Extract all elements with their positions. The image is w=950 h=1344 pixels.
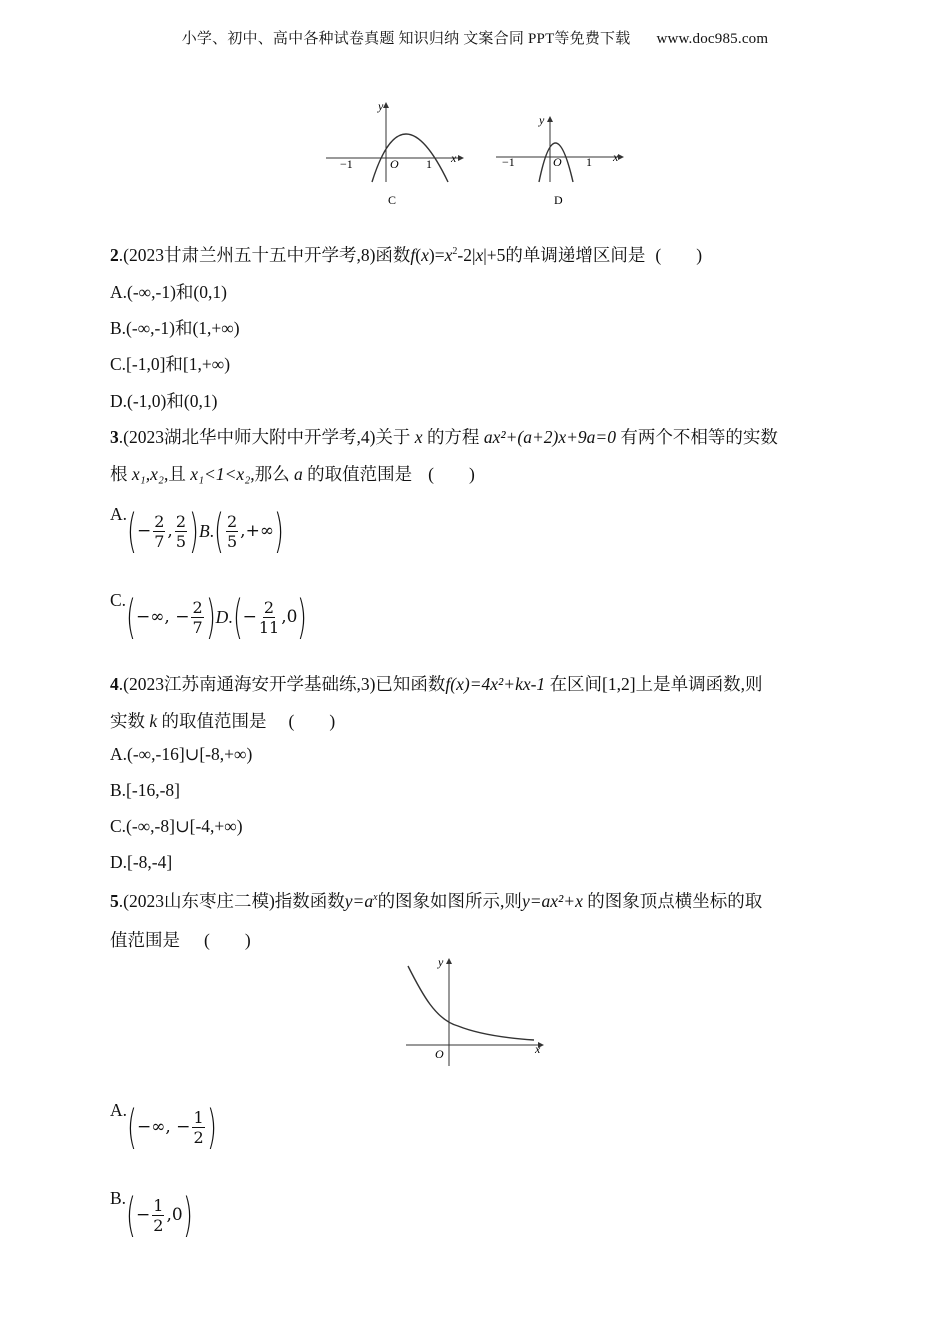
q3-l2b: ,且 [163,464,186,484]
q3-option-d: ( − $\frac{2}{11}$ , 0 ) [232,590,308,644]
q3-option-c: ( −∞ , − $\frac{2}{7}$ ) [126,590,216,644]
q3-x: x [414,427,423,447]
q4-function: f(x)=4x²+kx-1 [445,674,546,694]
q5-b-n: 1 [153,1195,164,1215]
q5-number: 5 [110,891,119,911]
q2-tail: |+5的单调递增区间是 [483,245,646,265]
q5-fig-origin: O [435,1047,444,1061]
q2-number: 2 [110,245,119,265]
q2-option-d: D.(-1,0)和(0,1) [110,391,218,411]
q3-cond: x₁<1<x₂ [190,464,251,484]
q3-option-d-label: D [215,606,229,627]
figure-c [326,99,464,207]
fig-c-ylabel: y [378,99,384,113]
q3-c-n1: 2 [192,597,203,617]
q3-option-b: ( $\frac{2}{5}$ , +∞ ) [214,504,284,558]
q3-a-n1: 2 [154,511,165,531]
q4-stem-line2 [110,708,335,733]
q5-figure [398,952,550,1070]
q3-text1: .(2023湖北华中师大附中开学考,4)关于 [118,427,411,447]
fig-c-xlabel: x [451,151,457,165]
q2-eq: )= [428,245,445,265]
q4-number: 4 [110,674,119,694]
q5-text2: 的图象如图所示,则 [377,891,522,911]
q3-roots: x₁,x₂ [131,464,164,484]
q4-answer-paren: ( ) [288,711,336,731]
q2-option-c: C.[-1,0]和[1,+∞) [110,354,231,374]
q2-x2: x [444,245,453,265]
q2-mid: -2| [457,245,476,265]
q3-l2a: 根 [110,464,128,484]
q4-l2a: 实数 [110,711,145,731]
q5-option-a-label: A. [110,1100,128,1120]
q3-text2: 的方程 [426,427,480,447]
q5-option-a-row [110,1100,217,1154]
fig-d-pos1: 1 [586,155,592,169]
q2-answer-paren: ( ) [655,245,703,265]
q3-l2c: ,那么 [250,464,290,484]
q3-option-c-label: C. [110,590,127,610]
q3-stem-line1 [110,424,778,449]
q3-a-d1: 7 [154,531,165,551]
q4-l2b: 的取值范围是 [161,711,267,731]
q5-stem-line2 [110,927,251,952]
fig-d-origin: O [553,155,562,169]
q3-b-inf: +∞ [245,521,274,541]
q4-option-d: D.[-8,-4] [110,852,173,872]
q2-text: .(2023甘肃兰州五十五中开学考,8)函数 [118,245,411,265]
q3-a-d2: 5 [175,531,186,551]
q2-option-b: B.(-∞,-1)和(1,+∞) [110,318,240,338]
q5-stem-line1 [110,888,762,913]
q4-option-b: B.[-16,-8] [110,780,180,800]
q5-fn2: y=ax²+x [521,891,583,911]
q4-k: k [149,711,158,731]
q3-b-n1: 2 [226,511,238,531]
q3-option-a-label: A. [110,504,128,524]
page-header [0,27,950,48]
q5-a-inf: −∞ [136,1117,166,1137]
q5-answer-paren: ( ) [204,930,251,950]
q2-f: f [410,245,416,265]
q5-option-b: ( − $\frac{1}{2}$ , 0 ) [126,1188,193,1242]
fig-c-neg1: −1 [340,157,353,171]
q5-option-b-label: B. [110,1188,127,1208]
header-site: www.doc985.com [656,31,769,47]
q3-number: 3 [110,427,119,447]
fig-c-caption: C [388,193,397,207]
q2-sq: 2 [452,246,458,257]
fig-d-neg1: −1 [502,155,515,169]
q3-a: a [294,464,303,484]
q3-equation: ax²+(a+2)x+9a=0 [483,427,616,447]
q5-fig-xlabel: x [535,1042,541,1056]
q3-answer-paren: ( ) [428,464,475,484]
q3-c-inf: −∞ [136,607,165,627]
figure-d [496,113,624,207]
header-text: 小学、初中、高中各种试卷真题 知识归纳 文案合同 PPT等免费下载 [181,31,631,47]
q5-b-zero: 0 [171,1205,183,1225]
q3-c-d1: 7 [192,617,203,637]
q3-option-b-label: B [198,520,210,541]
q5-b-d: 2 [153,1215,164,1235]
q5-text1: .(2023山东枣庄二模)指数函数 [118,891,345,911]
q4-stem-line1 [110,671,762,696]
q5-fn1: y=a [344,891,374,911]
figures-c-d [320,96,640,214]
q3-stem-line2 [110,461,475,486]
q2-lp: ( [415,245,422,265]
q5-fig-ylabel: y [438,955,444,969]
q5-text3: 的图象顶点横坐标的取 [587,891,763,911]
q5-fn1-exp: x [373,892,378,903]
q5-a-n: 1 [193,1107,204,1127]
q3-a-n2: 2 [175,511,186,531]
fig-d-xlabel: x [613,150,619,164]
q4-option-a: A.(-∞,-16]∪[-8,+∞) [110,744,253,764]
q3-l2d: 的取值范围是 [307,464,413,484]
q5-a-d: 2 [193,1127,204,1147]
fig-c-origin: O [390,157,399,171]
fig-d-ylabel: y [539,113,545,127]
q3-d-zero: 0 [286,607,298,627]
q3-option-a: ( − $\frac{2}{7}$ , $\frac{2}{5}$ ) [127,504,199,558]
fig-d-caption: D [554,193,563,207]
q3-d-d1: 11 [258,617,280,637]
q2-x3: x [475,245,484,265]
q5-option-b-row [110,1188,193,1242]
q5-option-a: ( −∞ , − $\frac{1}{2}$ ) [127,1100,217,1154]
q3-text3: 有两个不相等的实数 [620,427,778,447]
q4-option-c: C.(-∞,-8]∪[-4,+∞) [110,816,243,836]
q2-x1: x [421,245,429,265]
q4-text2: 在区间[1,2]上是单调函数,则 [549,674,763,694]
q3-options-cd: C. ( −∞ , − $\frac{2}{7}$ ) D . ( − $\frac{2}{11}$ , 0 ) [110,590,308,644]
q2-option-a: A.(-∞,-1)和(0,1) [110,282,227,302]
q5-l2: 值范围是 [110,930,180,950]
q3-b-d1: 5 [226,531,238,551]
fig-c-pos1: 1 [426,157,432,171]
q4-text1: .(2023江苏南通海安开学基础练,3)已知函数 [118,674,446,694]
q3-options-ab: A. ( − $\frac{2}{7}$ , $\frac{2}{5}$ ) B . ( $\frac{2}{5}$ , +∞ ) [110,504,284,558]
q3-d-n1: 2 [263,597,275,617]
q2-stem [110,242,702,267]
